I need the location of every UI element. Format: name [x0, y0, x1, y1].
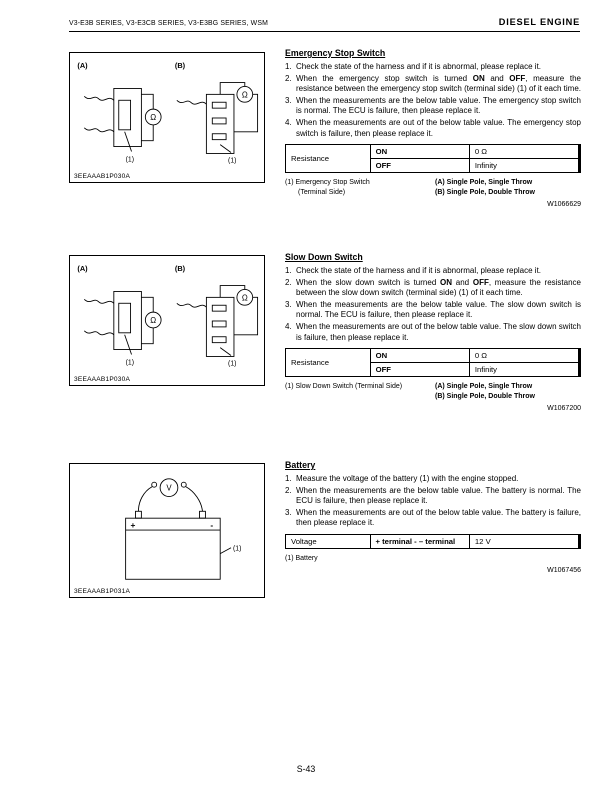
- part-label: (1): [125, 156, 135, 164]
- wire: [234, 297, 258, 334]
- part-label: (1): [228, 157, 237, 165]
- section-title: Emergency Stop Switch: [285, 48, 386, 58]
- condition-cell: OFF: [370, 159, 469, 173]
- header-rule: [69, 31, 580, 32]
- step: [285, 266, 581, 277]
- condition-cell: OFF: [370, 363, 469, 377]
- battery-post-negative: [200, 511, 206, 518]
- section-emergency-stop-switch: [285, 48, 581, 208]
- switch-body: [114, 291, 142, 349]
- wire: [234, 94, 258, 131]
- step-text: When the measurements are the below table value. The emergency stop switch is normal. The ECU is failure, then please replace it.: [296, 95, 581, 116]
- step-text: When the measurements are the below table value. The battery is normal. The ECU is failure, then please replace it.: [296, 485, 581, 506]
- figure-emergency-stop-switch: [69, 52, 265, 183]
- legend-item: (B) Single Pole, Double Throw: [435, 392, 535, 400]
- step-number: 1.: [285, 266, 292, 275]
- circuit-diagram: [70, 53, 264, 182]
- legend-item: (1) Emergency Stop Switch: [285, 179, 370, 187]
- value-cell: 0 Ω: [469, 145, 579, 159]
- part-label: (1): [228, 360, 237, 368]
- step-text: Check the state of the harness and if it is abnormal, please replace it.: [296, 62, 542, 71]
- battery-circuit: [126, 479, 231, 579]
- legend-item: (A) Single Pole, Single Throw: [435, 179, 533, 187]
- wire-lead: [177, 303, 207, 307]
- condition-cell: + terminal - – terminal: [370, 534, 469, 548]
- section-title: Slow Down Switch: [285, 252, 363, 262]
- terminal: [212, 102, 226, 108]
- step: [285, 278, 581, 299]
- step-number: 2.: [285, 277, 292, 287]
- probe-terminal: [152, 482, 157, 487]
- step-text: When the measurements are out of the below table value. The battery is failure, then please replace it.: [296, 507, 581, 528]
- step-text: Check the state of the harness and if it is abnormal, please replace it.: [296, 266, 542, 275]
- figure-legend: [285, 178, 581, 197]
- voltage-spec-table: [285, 534, 581, 549]
- step: [285, 96, 581, 117]
- probe-terminal: [181, 482, 186, 487]
- wire-lead: [84, 96, 114, 100]
- legend-item: (1) Slow Down Switch (Terminal Side): [285, 383, 403, 391]
- leader-line: [220, 348, 231, 356]
- figure-id: 3EEAAAB1P030A: [74, 376, 131, 383]
- step-text: When the slow down switch is turned ON and OFF, measure the resistance between the slow down switch (terminal side) (1) of it each time.: [296, 277, 581, 298]
- step-number: 3.: [285, 507, 292, 517]
- step: [285, 118, 581, 139]
- value-cell: 12 V: [469, 534, 579, 548]
- legend-item: (B) Single Pole, Double Throw: [435, 188, 535, 196]
- ohmmeter-glyph: Ω: [150, 315, 157, 325]
- value-cell: Infinity: [469, 159, 579, 173]
- minus-sign: -: [210, 520, 214, 531]
- figure-id: 3EEAAAB1P031A: [74, 588, 131, 595]
- resistance-spec-table: [285, 144, 581, 173]
- switch-body: [114, 88, 142, 146]
- figure-battery: [69, 463, 265, 598]
- step-number: 4.: [285, 321, 292, 331]
- step: [285, 322, 581, 343]
- terminal: [212, 321, 226, 327]
- voltmeter-glyph: V: [166, 483, 172, 493]
- legend-item: (Terminal Side): [298, 188, 346, 196]
- leader-line: [125, 132, 132, 152]
- value-cell: 0 Ω: [469, 349, 579, 363]
- step-number: 3.: [285, 299, 292, 309]
- panel-b-label: (B): [174, 263, 186, 273]
- step: [285, 474, 581, 485]
- part-label: (1): [125, 359, 135, 367]
- step-text: Measure the voltage of the battery (1) with the engine stopped.: [296, 474, 519, 483]
- step-number: 2.: [285, 485, 292, 495]
- terminal: [212, 134, 226, 140]
- row-header-cell: Voltage: [286, 534, 371, 548]
- wire: [141, 125, 153, 141]
- step-number: 1.: [285, 474, 292, 483]
- condition-cell: ON: [370, 145, 469, 159]
- leader-line: [220, 548, 231, 554]
- wire-lead: [84, 299, 114, 303]
- figure-id: 3EEAAAB1P030A: [74, 173, 131, 180]
- value-cell: Infinity: [469, 363, 579, 377]
- step-text: When the measurements are out of the below table value. The emergency stop switch is failure, then please replace it.: [296, 117, 581, 138]
- leader-line: [220, 145, 231, 153]
- wire: [141, 328, 153, 344]
- step: [285, 74, 581, 95]
- wire: [141, 94, 153, 109]
- section-battery: [285, 460, 581, 574]
- switch-contact: [119, 100, 131, 130]
- terminal: [212, 337, 226, 343]
- switch-contact: [119, 303, 131, 333]
- leader-line: [125, 335, 132, 355]
- step-number: 3.: [285, 95, 292, 105]
- resistance-spec-table: [285, 348, 581, 377]
- terminal: [212, 118, 226, 124]
- legend-item: (A) Single Pole, Single Throw: [435, 383, 533, 391]
- step: [285, 62, 581, 73]
- page-number: S-43: [296, 764, 316, 774]
- step: [285, 508, 581, 529]
- wire-lead: [177, 100, 207, 104]
- ohmmeter-glyph: Ω: [241, 90, 248, 100]
- figure-legend: [285, 554, 581, 563]
- ohmmeter-glyph: Ω: [241, 293, 248, 303]
- part-label: (1): [233, 545, 242, 553]
- reference-code: W1067200: [547, 404, 581, 412]
- step-number: 1.: [285, 62, 292, 71]
- reference-code: W1067456: [547, 567, 581, 575]
- row-header-cell: Resistance: [286, 145, 371, 173]
- wire: [141, 297, 153, 312]
- row-header-cell: Resistance: [286, 349, 371, 377]
- wire: [186, 487, 203, 512]
- battery-post-positive: [135, 511, 141, 518]
- header-section-title: DIESEL ENGINE: [498, 17, 580, 27]
- step: [285, 486, 581, 507]
- section-title: Battery: [285, 460, 316, 470]
- reference-code: W1066629: [547, 200, 581, 208]
- wire-lead: [84, 331, 114, 335]
- panel-b-label: (B): [174, 60, 186, 70]
- battery-body: [126, 518, 221, 579]
- wire: [138, 487, 152, 512]
- panel-a-label: (A): [77, 60, 88, 70]
- step-text: When the measurements are the below table value. The slow down switch is normal. The ECU is failure, then please replace it.: [296, 299, 581, 320]
- step-text: When the measurements are out of the below table value. The slow down switch is failure, then please replace it.: [296, 321, 581, 342]
- plus-sign: +: [130, 520, 136, 531]
- figure-legend: [285, 382, 581, 401]
- header-series-title: V3-E3B SERIES, V3-E3CB SERIES, V3-E3BG SERIES, WSM: [69, 20, 268, 27]
- figure-slow-down-switch: [69, 255, 265, 386]
- ohmmeter-glyph: Ω: [150, 112, 157, 122]
- battery-diagram: [70, 464, 264, 597]
- wire-lead: [84, 128, 114, 132]
- panel-a-label: (A): [77, 263, 88, 273]
- circuit-diagram: [70, 256, 264, 385]
- terminal: [212, 305, 226, 311]
- step-number: 2.: [285, 73, 292, 83]
- step-number: 4.: [285, 117, 292, 127]
- section-slow-down-switch: [285, 252, 581, 412]
- step: [285, 300, 581, 321]
- step-text: When the emergency stop switch is turned ON and OFF, measure the resistance between the emergency stop switch (terminal side) (1) of it each time.: [296, 73, 582, 94]
- legend-item: (1) Battery: [285, 554, 318, 562]
- condition-cell: ON: [370, 349, 469, 363]
